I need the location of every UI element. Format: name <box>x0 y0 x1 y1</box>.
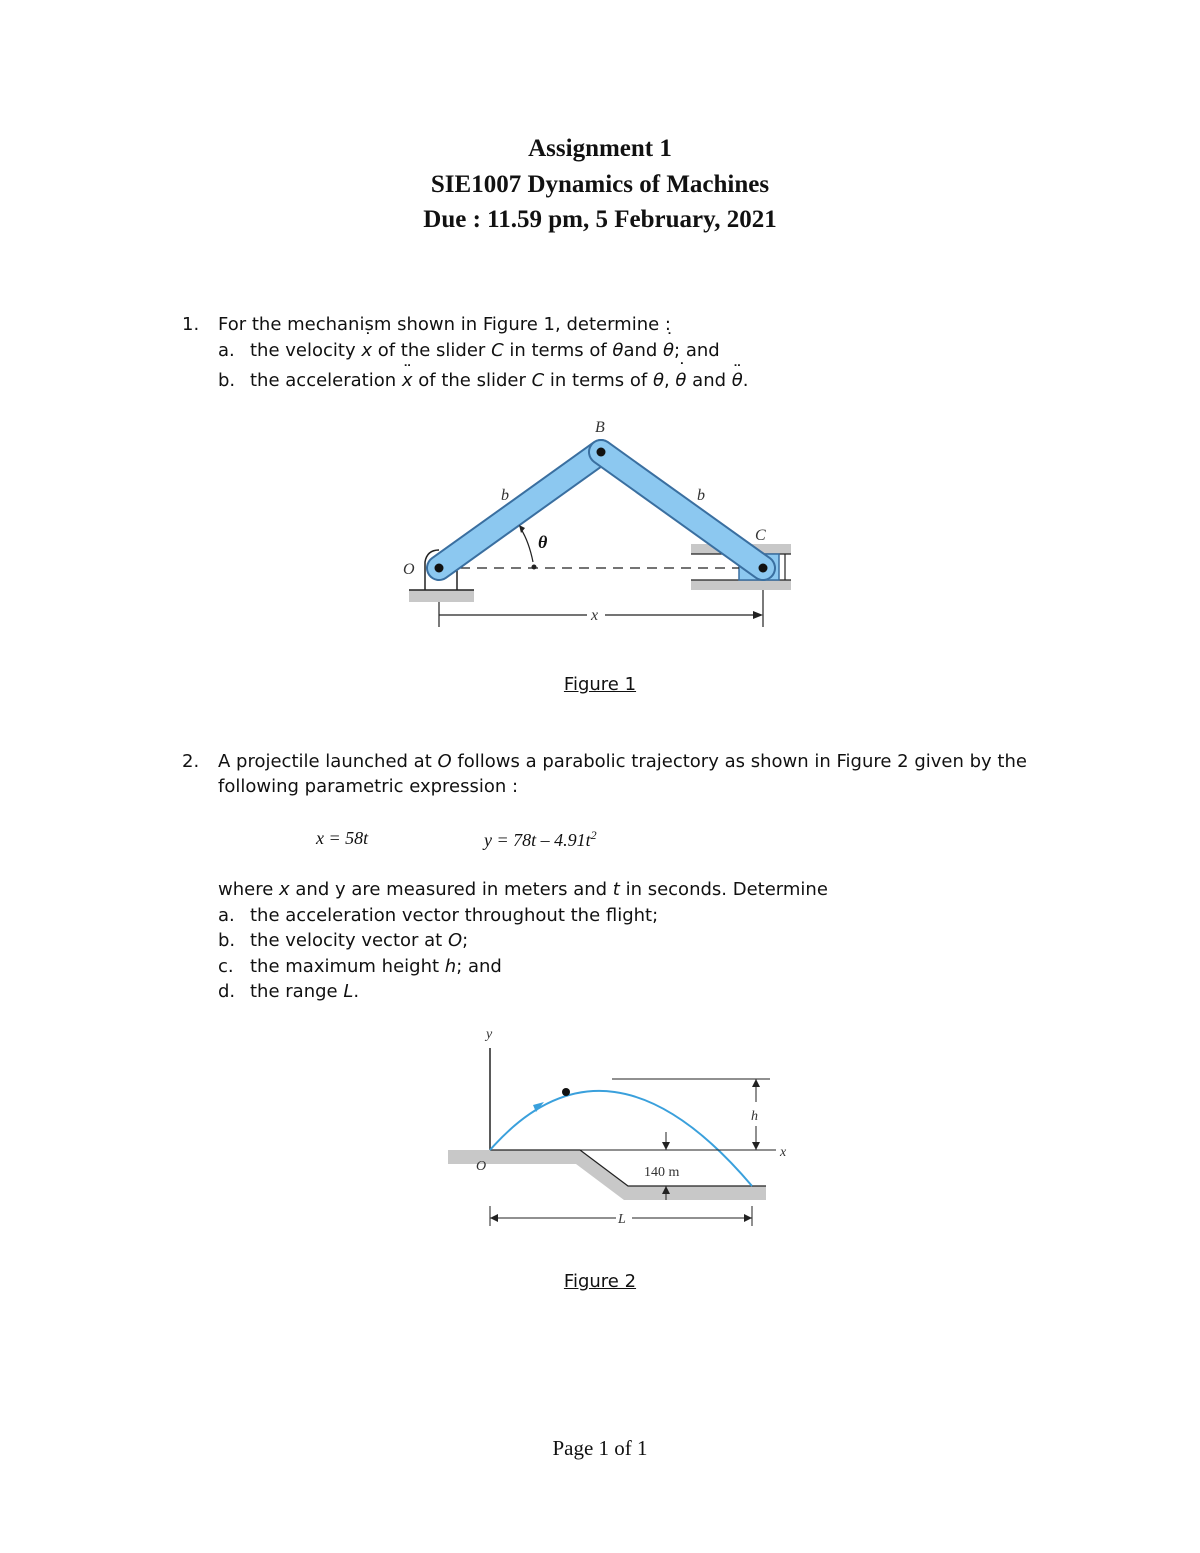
q1-prompt <box>182 314 671 335</box>
origin-o-symbol: O <box>437 751 452 772</box>
label-h: h <box>751 1109 758 1124</box>
slider-c-symbol: C <box>531 370 545 391</box>
q2-b-text: ; <box>462 930 469 951</box>
q2-b-text: the velocity vector at <box>250 930 448 951</box>
label-y: y <box>486 1027 493 1042</box>
link-bc-fill <box>601 452 763 568</box>
course-title: SIE1007 Dynamics of Machines <box>430 171 770 198</box>
h-symbol: h <box>444 956 457 977</box>
q2-where-text: and y are measured in meters and <box>289 879 613 900</box>
theta-symbol: θ <box>612 340 624 361</box>
figure-2-caption: Figure 2 <box>563 1271 637 1292</box>
figure-1-caption: Figure 1 <box>563 674 637 695</box>
q1-text: For the mechanism shown in Figure 1, determine : <box>218 314 671 335</box>
q2-text: A projectile launched at <box>218 751 438 772</box>
x-symbol: x <box>279 879 290 900</box>
q2-prompt-line1 <box>182 751 1027 772</box>
q1-b-text: . <box>742 370 749 391</box>
right-guide-bottom <box>691 580 791 590</box>
label-x: x <box>591 607 599 624</box>
q1-a-text: ; and <box>674 340 720 361</box>
q2-a-label: a. <box>218 905 235 926</box>
figure-2-projectile <box>440 1022 800 1232</box>
q1-b-label: b. <box>218 370 236 391</box>
q2-part-b <box>218 930 468 951</box>
theta-symbol: θ <box>652 370 664 391</box>
q1-a-label: a. <box>218 340 235 361</box>
label-o: O <box>476 1159 487 1174</box>
theta-ddot-symbol: ¨ θ <box>732 370 743 391</box>
q2-c-text: ; and <box>456 956 502 977</box>
pin-b <box>597 448 606 457</box>
theta-arc <box>521 529 533 562</box>
theta-dot-symbol: ˙ θ <box>663 340 674 361</box>
equation-y-text: y = 78t – 4.91t <box>484 830 591 850</box>
trajectory-curve <box>490 1091 752 1186</box>
q1-b-text: in terms of <box>544 370 653 391</box>
l-arrow-left <box>490 1214 498 1222</box>
left-ground <box>409 590 474 602</box>
q2-part-c <box>218 956 502 977</box>
figure-1-mechanism <box>395 412 805 632</box>
q2-prompt-line2: following parametric expression : <box>218 776 519 797</box>
q2-where-text: where <box>218 879 280 900</box>
q2-a-text: the acceleration vector throughout the flight; <box>250 905 659 926</box>
label-140-m: 140 m <box>644 1165 680 1180</box>
x-dimension-arrow <box>753 611 763 619</box>
q2-part-a <box>218 905 658 926</box>
q2-c-text: the maximum height <box>250 956 445 977</box>
q1-a-text: in terms of <box>503 340 613 361</box>
q1-a-text: of the slider <box>372 340 492 361</box>
ground-profile <box>448 1150 766 1200</box>
link-ob-fill <box>439 452 601 568</box>
x-ddot-symbol: ¨ x <box>402 370 413 391</box>
label-o: O <box>403 561 415 578</box>
l-arrow-right <box>744 1214 752 1222</box>
label-b-pin: B <box>595 419 605 436</box>
q1-b-text: of the slider <box>412 370 532 391</box>
pin-o <box>435 564 444 573</box>
q1-number: 1. <box>182 314 200 335</box>
label-b-right: b <box>697 487 705 504</box>
q1-part-a <box>218 340 720 361</box>
q2-where-text: in seconds. Determine <box>619 879 828 900</box>
t-symbol: t <box>612 879 620 900</box>
q2-d-text: the range <box>250 981 344 1002</box>
q1-part-b: b. the acceleration ¨ x of the slider C in terms of θ, ˙ θ and ¨ θ. <box>218 370 749 391</box>
due-date: Due : 11.59 pm, 5 February, 2021 <box>423 206 777 233</box>
h-arrow-bottom <box>752 1142 760 1150</box>
page-number: Page 1 of 1 <box>552 1436 648 1460</box>
equation-y <box>484 828 597 851</box>
assignment-title: Assignment 1 <box>528 135 672 162</box>
projectile-dot <box>562 1088 570 1096</box>
h-arrow-top <box>752 1079 760 1087</box>
origin-o-symbol: O <box>447 930 463 951</box>
q1-b-text: the acceleration <box>250 370 402 391</box>
equation-y-exponent: 2 <box>590 828 597 842</box>
label-b-left: b <box>501 487 509 504</box>
q2-text: follows a parabolic trajectory as shown in Figure 2 given by the <box>451 751 1027 772</box>
theta-vertex <box>532 565 537 570</box>
pin-c <box>759 564 768 573</box>
q2-part-d <box>218 981 359 1002</box>
q2-where <box>218 879 828 900</box>
q1-a-text: the velocity <box>250 340 362 361</box>
label-c: C <box>755 527 766 544</box>
q2-b-label: b. <box>218 930 236 951</box>
label-theta: θ <box>538 532 548 552</box>
drop-arrow-top <box>662 1142 670 1150</box>
q1-a-text: and <box>623 340 664 361</box>
q2-d-text: . <box>353 981 360 1002</box>
q2-number: 2. <box>182 751 200 772</box>
q1-b-text: and <box>686 370 732 391</box>
slider-c-symbol: C <box>491 340 504 361</box>
equation-x: x = 58t <box>316 828 369 848</box>
l-symbol: L <box>343 981 354 1002</box>
theta-dot-symbol: ˙ θ <box>675 370 686 391</box>
q2-d-label: d. <box>218 981 236 1002</box>
label-l: L <box>618 1212 626 1227</box>
label-x: x <box>780 1145 787 1160</box>
q2-c-label: c. <box>218 956 234 977</box>
x-dot-symbol: ˙ x <box>361 340 372 361</box>
